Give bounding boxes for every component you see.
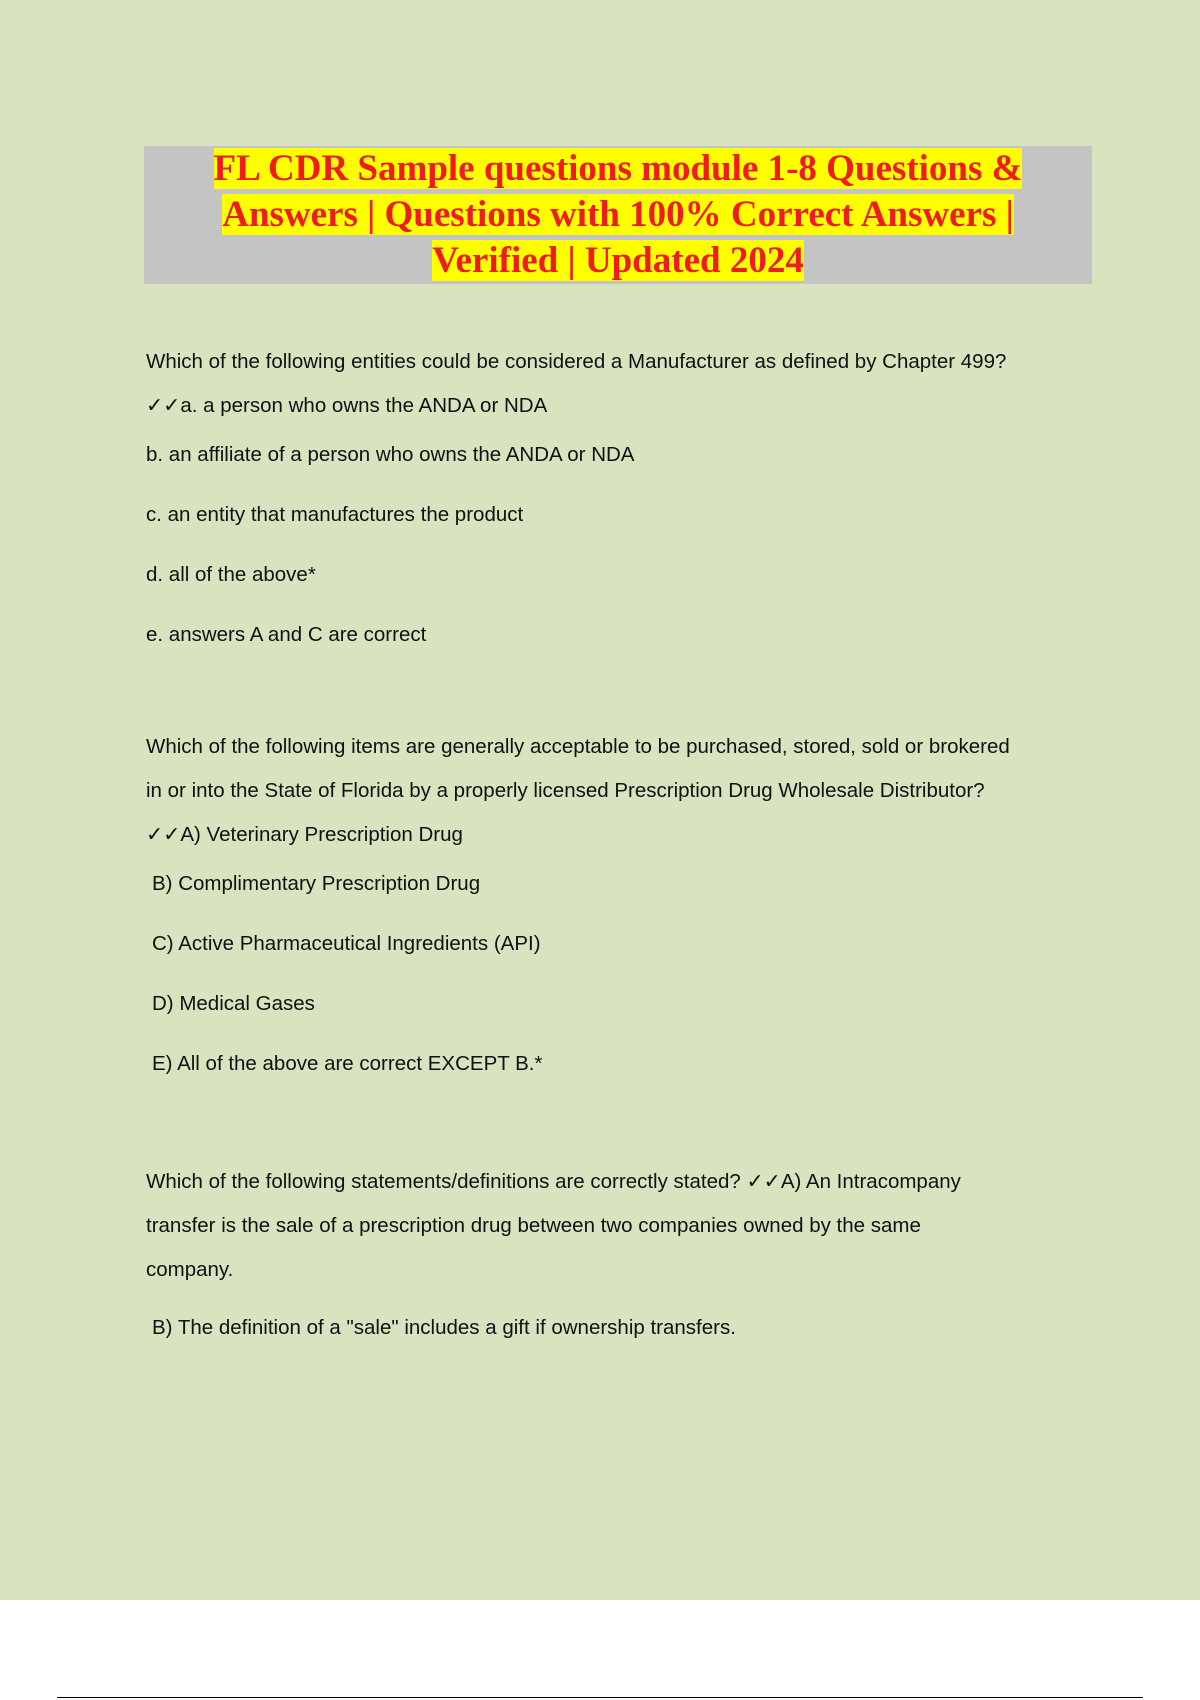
question-1-option-e: e. answers A and C are correct: [146, 623, 427, 646]
question-3: [146, 1160, 1096, 1355]
question-3-prompt-line-3: company.: [146, 1258, 234, 1281]
question-3-option-b: B) The definition of a "sale" includes a gift if ownership transfers.: [152, 1316, 736, 1339]
question-2-prompt-line-2: in or into the State of Florida by a properly licensed Prescription Drug Wholesale Distributor?: [146, 779, 985, 802]
title-banner: [144, 146, 1092, 284]
question-2-option-b: B) Complimentary Prescription Drug: [152, 872, 481, 895]
question-2-option-e: E) All of the above are correct EXCEPT B.*: [152, 1052, 543, 1075]
question-1-option-a: ✓✓a. a person who owns the ANDA or NDA: [146, 394, 548, 417]
question-2: [146, 725, 1096, 1102]
questions-body: [146, 340, 1096, 1355]
document-title: [153, 146, 1083, 284]
title-line-1: FL CDR Sample questions module 1-8 Questions &: [213, 148, 1023, 189]
question-1-option-b: b. an affiliate of a person who owns the ANDA or NDA: [146, 443, 635, 466]
question-2-option-c: C) Active Pharmaceutical Ingredients (API): [152, 932, 541, 955]
question-1-option-d: d. all of the above*: [146, 563, 316, 586]
title-line-3: Verified | Updated 2024: [432, 240, 804, 281]
question-2-option-d: D) Medical Gases: [152, 992, 315, 1015]
question-1: [146, 340, 1096, 673]
footer-rule: [57, 1697, 1143, 1698]
question-3-prompt-line-1: Which of the following statements/definitions are correctly stated? ✓✓A) An Intracompany: [146, 1170, 961, 1193]
question-3-prompt-line-2: transfer is the sale of a prescription drug between two companies owned by the same: [146, 1214, 921, 1237]
title-line-2: Answers | Questions with 100% Correct Answers |: [222, 194, 1014, 235]
question-1-prompt: Which of the following entities could be considered a Manufacturer as defined by Chapter 499?: [146, 350, 1007, 373]
question-2-option-a: ✓✓A) Veterinary Prescription Drug: [146, 823, 463, 846]
question-2-prompt-line-1: Which of the following items are generally acceptable to be purchased, stored, sold or brokered: [146, 735, 1010, 758]
question-1-option-c: c. an entity that manufactures the product: [146, 503, 524, 526]
